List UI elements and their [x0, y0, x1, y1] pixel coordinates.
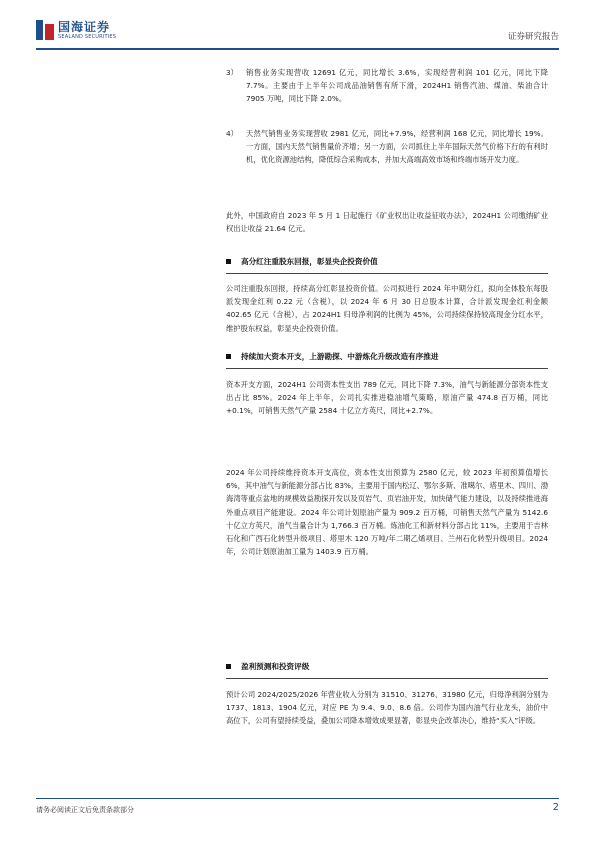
section-divider	[226, 678, 548, 679]
section-title-dividend: 高分红注重股东回报，彰显央企投资价值	[226, 255, 548, 269]
section-body-capex	[226, 378, 548, 418]
company-name-cn: 国海证券	[58, 19, 111, 34]
list-item	[226, 127, 548, 167]
paragraph: 公司注重股东回报，持续高分红彰显投资价值。公司拟进行 2024 年中期分红，拟向全体股东每股派发现金红利 0.22 元（含税），以 2024 年 6 月 30 日总股本计算，合计派发现金红利金额 402.65 亿元（含税），占 2024H1 归母净利润的比例为 45%，公司持续保持较高现金分红水平，维护股东权益，彰显央企投资价值。	[226, 284, 548, 333]
paragraph: 预计公司 2024/2025/2026 年营业收入分别为 31510、31276、31980 亿元，归母净利润分别为 1737、1813、1904 亿元，对应 PE 为 9.4、9.0、8.6 倍。公司作为国内油气行业龙头，油价中高位下，公司有望持续受益，叠加公司降本增效成果显著，彰显央企改革决心，维持“买入”评级。	[226, 690, 548, 726]
section-title-forecast: 盈利预测和投资评级	[226, 660, 548, 674]
list-item-text: 销售业务实现营收 12691 亿元，同比增长 3.6%，实现经营利润 101 亿元，同比下降 7.7%。主要由于上半年公司成品油销售有所下滑，2024H1 销售汽油、煤油、柴油合计 7905 万吨，同比下降 2.0%。	[246, 68, 548, 104]
section-divider	[226, 273, 548, 274]
page-number: 2	[552, 802, 559, 813]
square-bullet-icon	[226, 664, 231, 669]
logo-mark-icon	[36, 20, 54, 40]
report-type: 证券研究报告	[507, 32, 559, 42]
page-footer	[36, 798, 559, 815]
policy-paragraph: 此外，中国政府自 2023 年 5 月 1 日起施行《矿业权出让收益征收办法》，2024H1 公司缴纳矿业权出让收益 21.64 亿元。	[226, 211, 548, 234]
square-bullet-icon	[226, 259, 231, 264]
list-item	[226, 66, 548, 106]
section-body-capex-2	[226, 466, 548, 558]
company-logo	[36, 20, 116, 40]
disclaimer-note: 请务必阅读正文后免责条款部分	[36, 806, 134, 814]
section-body-forecast	[226, 688, 548, 728]
list-item-number: 3）	[226, 68, 238, 77]
list-item-text: 天然气销售业务实现营收 2981 亿元，同比+7.9%，经营利润 168 亿元，同比增长 19%。一方面，国内天然气销售量价齐增；另一方面，公司抓住上半年国际天然气价格下行的有利时机，优化资源池结构，降低综合采购成本，并加大高端高效市场和终端市场开发力度。	[246, 129, 548, 165]
paragraph: 资本开支方面，2024H1 公司资本性支出 789 亿元，同比下降 7.3%，油气与新能源分部资本性支出占比 85%。2024 年上半年，公司扎实推进稳油增气策略，原油产量 474.8 百万桶，同比+0.1%，可销售天然气产量 2584 十亿立方英尺，同比+2.7%。	[226, 380, 548, 416]
list-item-number: 4）	[226, 129, 238, 138]
page-header	[36, 18, 559, 50]
company-name-en: SEALAND SECURITIES	[58, 33, 117, 40]
policy-paragraph-block	[226, 209, 548, 235]
square-bullet-icon	[226, 354, 231, 359]
section-title-capex: 持续加大资本开支，上游勘探、中游炼化升级改造有序推进	[226, 350, 548, 364]
section-divider	[226, 368, 548, 369]
section-body-dividend	[226, 282, 548, 335]
paragraph: 2024 年公司持续维持资本开支高位，资本性支出预算为 2580 亿元，较 2023 年初预算值增长 6%，其中油气与新能源分部占比 83%，主要用于国内松辽、鄂尔多斯、准噶尔、塔里木、四川、渤海湾等重点盆地的规模效益勘探开发以及页岩气、页岩油开发，加快储气能力建设，以及持续推进海外重点项目产能建设。2024 年公司计划原油产量为 909.2 百万桶，可销售天然气产量为 5142.6 十亿立方英尺，油气当量合计为 1,766.3 百万桶。炼油化工和新材料分部占比 11%，主要用于吉林石化和广西石化转型升级项目、塔里木 120 万吨/年二期乙烯项目、兰州石化转型升级项目。2024 年，公司计划原油加工量为 1403.9 百万桶。	[226, 468, 548, 557]
